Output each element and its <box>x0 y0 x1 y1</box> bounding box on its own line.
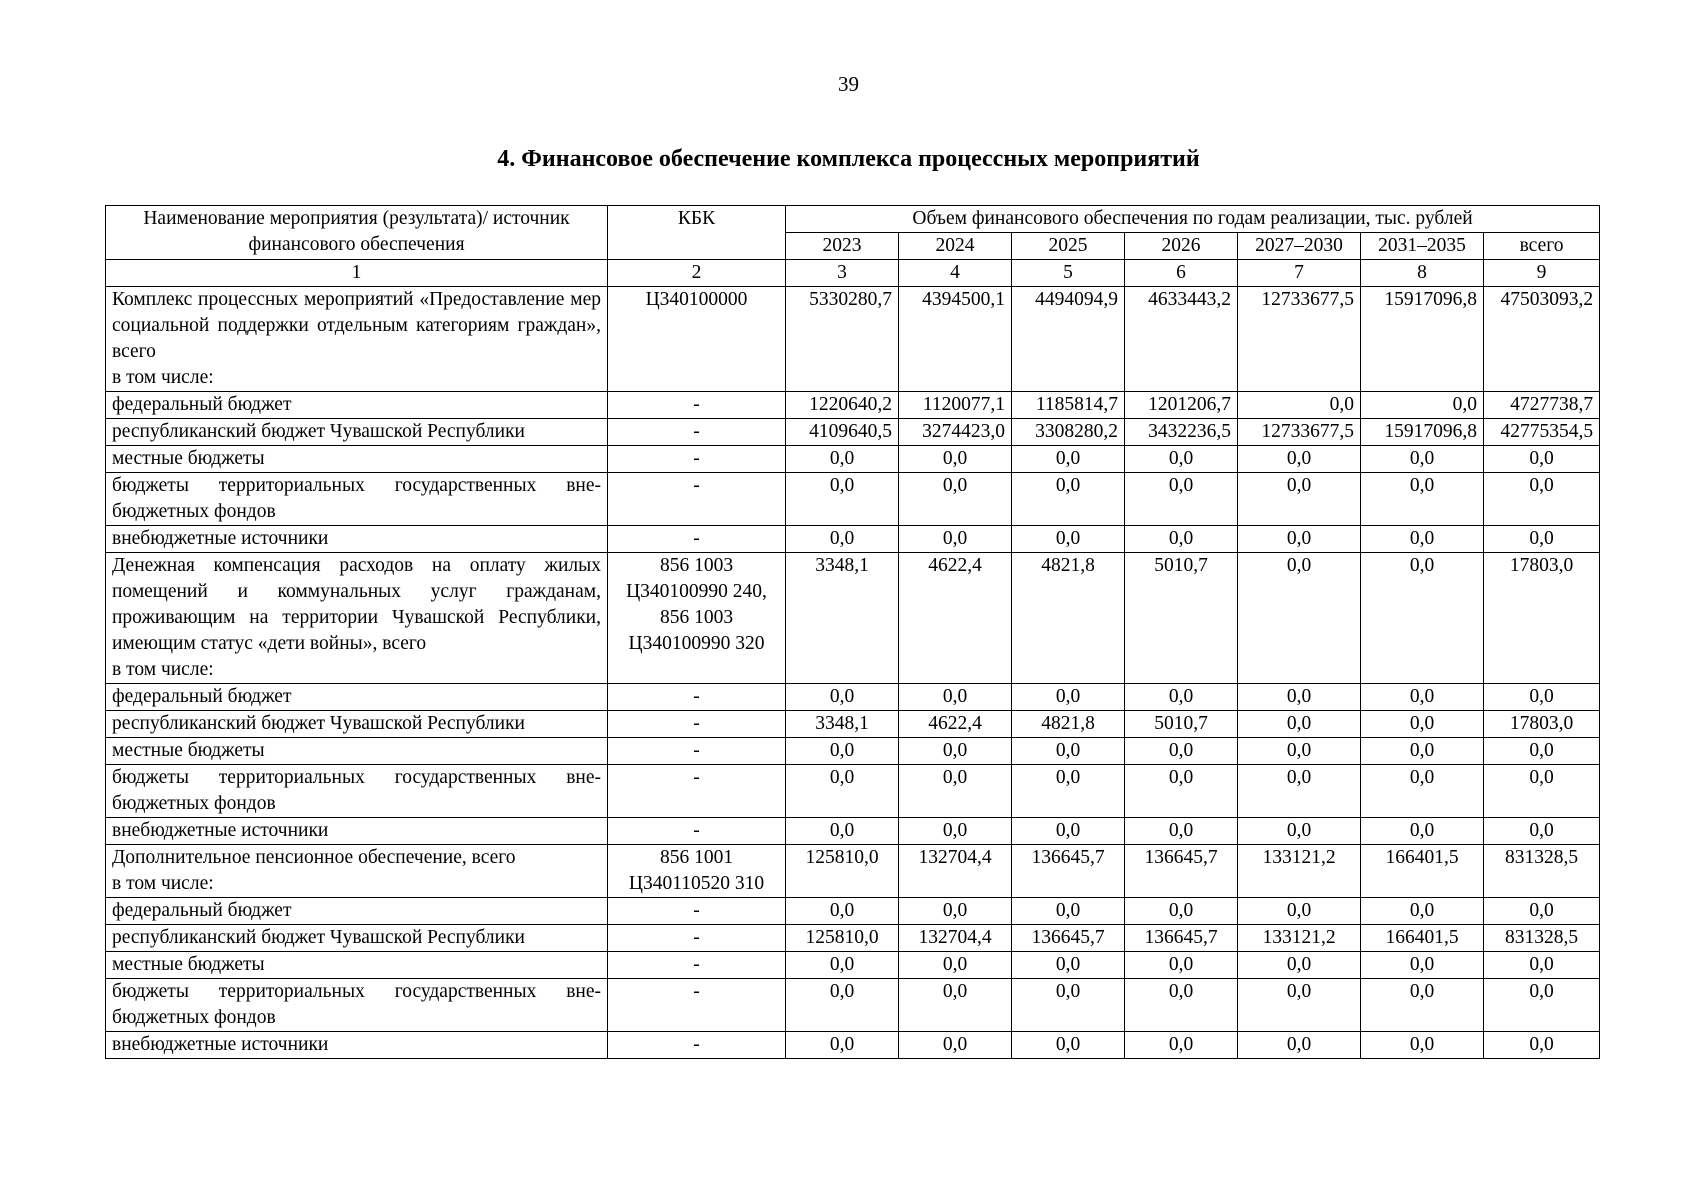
value-cell: 0,0 <box>1238 553 1361 684</box>
value-cell: 12733677,5 <box>1238 287 1361 392</box>
kbk-cell: - <box>608 684 786 711</box>
header-column-number: 5 <box>1012 260 1125 287</box>
value-cell: 0,0 <box>899 526 1012 553</box>
value-cell: 0,0 <box>1238 898 1361 925</box>
value-cell: 831328,5 <box>1484 845 1600 898</box>
header-year: 2024 <box>899 233 1012 260</box>
value-cell: 4633443,2 <box>1125 287 1238 392</box>
activity-name-cell <box>106 845 608 898</box>
including-label: в том числе: <box>112 367 214 388</box>
table-row <box>106 526 1600 553</box>
funding-source: бюджеты территориальных государственных внебюджетных фондов <box>106 473 608 526</box>
value-cell: 0,0 <box>1361 526 1484 553</box>
activity-name: Дополнительное пенсионное обеспечение, всего <box>112 847 516 868</box>
table-row <box>106 473 1600 526</box>
table-row <box>106 446 1600 473</box>
header-year: 2023 <box>786 233 899 260</box>
kbk-cell: - <box>608 526 786 553</box>
value-cell: 12733677,5 <box>1238 419 1361 446</box>
value-cell: 0,0 <box>1238 952 1361 979</box>
kbk-cell: - <box>608 711 786 738</box>
value-cell: 0,0 <box>1238 684 1361 711</box>
value-cell: 0,0 <box>1238 711 1361 738</box>
value-cell: 136645,7 <box>1012 845 1125 898</box>
value-cell: 5010,7 <box>1125 711 1238 738</box>
value-cell: 0,0 <box>1238 473 1361 526</box>
value-cell: 0,0 <box>1238 765 1361 818</box>
value-cell: 0,0 <box>1238 1032 1361 1059</box>
value-cell: 0,0 <box>1125 818 1238 845</box>
value-cell: 0,0 <box>1012 898 1125 925</box>
value-cell: 0,0 <box>1361 898 1484 925</box>
value-cell: 133121,2 <box>1238 845 1361 898</box>
header-column-number: 6 <box>1125 260 1238 287</box>
value-cell: 3308280,2 <box>1012 419 1125 446</box>
header-year: всего <box>1484 233 1600 260</box>
header-column-number: 9 <box>1484 260 1600 287</box>
value-cell: 15917096,8 <box>1361 419 1484 446</box>
value-cell: 3274423,0 <box>899 419 1012 446</box>
header-kbk: КБК <box>608 206 786 260</box>
kbk-cell <box>608 553 786 684</box>
value-cell: 0,0 <box>1484 952 1600 979</box>
value-cell: 166401,5 <box>1361 845 1484 898</box>
value-cell: 125810,0 <box>786 845 899 898</box>
kbk-cell: - <box>608 419 786 446</box>
header-year: 2025 <box>1012 233 1125 260</box>
kbk-cell: - <box>608 392 786 419</box>
table-row <box>106 1032 1600 1059</box>
value-cell: 0,0 <box>1238 738 1361 765</box>
value-cell: 0,0 <box>1012 684 1125 711</box>
value-cell: 0,0 <box>1361 446 1484 473</box>
value-cell: 0,0 <box>1012 738 1125 765</box>
value-cell: 1201206,7 <box>1125 392 1238 419</box>
value-cell: 831328,5 <box>1484 925 1600 952</box>
value-cell: 0,0 <box>1361 818 1484 845</box>
header-column-number: 7 <box>1238 260 1361 287</box>
funding-source: местные бюджеты <box>106 738 608 765</box>
value-cell: 0,0 <box>1125 765 1238 818</box>
value-cell: 0,0 <box>786 473 899 526</box>
value-cell: 0,0 <box>1012 765 1125 818</box>
kbk-code: 856 1001 <box>659 847 734 868</box>
funding-source: местные бюджеты <box>106 952 608 979</box>
value-cell: 42775354,5 <box>1484 419 1600 446</box>
kbk-cell: - <box>608 898 786 925</box>
kbk-code: Ц340100990 240, <box>626 581 767 602</box>
value-cell: 4394500,1 <box>899 287 1012 392</box>
value-cell: 0,0 <box>1484 446 1600 473</box>
value-cell: 0,0 <box>1484 979 1600 1032</box>
table-row-group-total <box>106 845 1600 898</box>
value-cell: 15917096,8 <box>1361 287 1484 392</box>
value-cell: 4622,4 <box>899 711 1012 738</box>
kbk-cell: - <box>608 738 786 765</box>
value-cell: 0,0 <box>1238 446 1361 473</box>
kbk-cell: - <box>608 818 786 845</box>
value-cell: 0,0 <box>1125 473 1238 526</box>
funding-source: внебюджетные источники <box>106 1032 608 1059</box>
value-cell: 0,0 <box>899 898 1012 925</box>
value-cell: 4821,8 <box>1012 553 1125 684</box>
activity-name-cell <box>106 287 608 392</box>
value-cell: 1185814,7 <box>1012 392 1125 419</box>
value-cell: 0,0 <box>1484 684 1600 711</box>
value-cell: 4494094,9 <box>1012 287 1125 392</box>
value-cell: 0,0 <box>1484 818 1600 845</box>
kbk-cell: - <box>608 979 786 1032</box>
value-cell: 0,0 <box>1361 738 1484 765</box>
value-cell: 3432236,5 <box>1125 419 1238 446</box>
value-cell: 0,0 <box>786 446 899 473</box>
header-column-number: 1 <box>106 260 608 287</box>
kbk-code: Ц340100000 <box>645 289 748 310</box>
value-cell: 3348,1 <box>786 553 899 684</box>
activity-name: Денежная компенсация расходов на оплату жилых помещений и коммунальных услуг гражданам, проживающим на территории Чувашской Республики, имеющим статус «дети войны», всего <box>112 555 601 654</box>
value-cell: 0,0 <box>899 446 1012 473</box>
funding-source: внебюджетные источники <box>106 818 608 845</box>
header-colnums-row <box>106 260 1600 287</box>
value-cell: 0,0 <box>899 1032 1012 1059</box>
table-row <box>106 738 1600 765</box>
table-row <box>106 818 1600 845</box>
value-cell: 0,0 <box>1012 952 1125 979</box>
value-cell: 0,0 <box>1012 473 1125 526</box>
value-cell: 0,0 <box>1484 898 1600 925</box>
value-cell: 0,0 <box>1361 979 1484 1032</box>
table-row <box>106 925 1600 952</box>
value-cell: 0,0 <box>786 898 899 925</box>
header-year: 2027–2030 <box>1238 233 1361 260</box>
funding-source: бюджеты территориальных государственных внебюджетных фондов <box>106 979 608 1032</box>
value-cell: 0,0 <box>1361 473 1484 526</box>
header-volume: Объем финансового обеспечения по годам реализации, тыс. рублей <box>786 206 1600 233</box>
value-cell: 125810,0 <box>786 925 899 952</box>
value-cell: 0,0 <box>1012 818 1125 845</box>
funding-source: бюджеты территориальных государственных внебюджетных фондов <box>106 765 608 818</box>
page-number: 39 <box>838 72 859 96</box>
value-cell: 0,0 <box>899 818 1012 845</box>
table-row <box>106 711 1600 738</box>
kbk-cell: - <box>608 473 786 526</box>
value-cell: 0,0 <box>1484 473 1600 526</box>
kbk-cell: - <box>608 765 786 818</box>
header-year: 2031–2035 <box>1361 233 1484 260</box>
funding-source: федеральный бюджет <box>106 392 608 419</box>
table-row <box>106 419 1600 446</box>
value-cell: 0,0 <box>1484 1032 1600 1059</box>
including-label: в том числе: <box>112 659 214 680</box>
value-cell: 0,0 <box>1012 446 1125 473</box>
value-cell: 4622,4 <box>899 553 1012 684</box>
value-cell: 166401,5 <box>1361 925 1484 952</box>
value-cell: 4109640,5 <box>786 419 899 446</box>
value-cell: 1120077,1 <box>899 392 1012 419</box>
value-cell: 5010,7 <box>1125 553 1238 684</box>
value-cell: 0,0 <box>899 765 1012 818</box>
value-cell: 0,0 <box>1361 711 1484 738</box>
value-cell: 0,0 <box>786 979 899 1032</box>
header-name: Наименование мероприятия (результата)/ источник финансового обеспечения <box>106 206 608 260</box>
value-cell: 0,0 <box>1361 684 1484 711</box>
financing-table <box>105 205 1600 1059</box>
funding-source: местные бюджеты <box>106 446 608 473</box>
kbk-cell: - <box>608 446 786 473</box>
table-row-group-total <box>106 553 1600 684</box>
value-cell: 0,0 <box>1125 1032 1238 1059</box>
value-cell: 17803,0 <box>1484 553 1600 684</box>
value-cell: 0,0 <box>1361 392 1484 419</box>
table-header <box>106 206 1600 287</box>
kbk-cell <box>608 845 786 898</box>
value-cell: 0,0 <box>1238 392 1361 419</box>
value-cell: 0,0 <box>1125 898 1238 925</box>
kbk-cell <box>608 287 786 392</box>
value-cell: 0,0 <box>1484 526 1600 553</box>
kbk-cell: - <box>608 1032 786 1059</box>
table-row <box>106 684 1600 711</box>
value-cell: 0,0 <box>1012 1032 1125 1059</box>
value-cell: 0,0 <box>1361 553 1484 684</box>
funding-source: республиканский бюджет Чувашской Республики <box>106 711 608 738</box>
section-title: 4. Финансовое обеспечение комплекса процессных мероприятий <box>497 146 1200 172</box>
value-cell: 0,0 <box>1125 952 1238 979</box>
value-cell: 0,0 <box>1012 526 1125 553</box>
value-cell: 0,0 <box>1125 979 1238 1032</box>
funding-source: федеральный бюджет <box>106 684 608 711</box>
value-cell: 0,0 <box>1361 765 1484 818</box>
value-cell: 4727738,7 <box>1484 392 1600 419</box>
table-body <box>106 287 1600 1059</box>
header-column-number: 2 <box>608 260 786 287</box>
value-cell: 0,0 <box>899 738 1012 765</box>
kbk-code: 856 1003 <box>659 555 734 576</box>
value-cell: 0,0 <box>786 1032 899 1059</box>
value-cell: 0,0 <box>1125 684 1238 711</box>
value-cell: 3348,1 <box>786 711 899 738</box>
value-cell: 0,0 <box>786 952 899 979</box>
value-cell: 4821,8 <box>1012 711 1125 738</box>
value-cell: 0,0 <box>899 473 1012 526</box>
value-cell: 17803,0 <box>1484 711 1600 738</box>
header-column-number: 3 <box>786 260 899 287</box>
value-cell: 0,0 <box>1125 446 1238 473</box>
value-cell: 0,0 <box>1361 1032 1484 1059</box>
value-cell: 0,0 <box>786 684 899 711</box>
activity-name-cell <box>106 553 608 684</box>
value-cell: 132704,4 <box>899 925 1012 952</box>
kbk-code: Ц340110520 310 <box>628 873 765 894</box>
value-cell: 47503093,2 <box>1484 287 1600 392</box>
funding-source: республиканский бюджет Чувашской Республики <box>106 419 608 446</box>
value-cell: 136645,7 <box>1012 925 1125 952</box>
table-row <box>106 392 1600 419</box>
value-cell: 0,0 <box>1484 738 1600 765</box>
header-column-number: 8 <box>1361 260 1484 287</box>
funding-source: федеральный бюджет <box>106 898 608 925</box>
value-cell: 0,0 <box>1238 526 1361 553</box>
table-row <box>106 952 1600 979</box>
table-row <box>106 765 1600 818</box>
table-row <box>106 979 1600 1032</box>
value-cell: 0,0 <box>786 765 899 818</box>
value-cell: 136645,7 <box>1125 925 1238 952</box>
value-cell: 1220640,2 <box>786 392 899 419</box>
value-cell: 0,0 <box>1125 526 1238 553</box>
funding-source: внебюджетные источники <box>106 526 608 553</box>
table-row <box>106 898 1600 925</box>
value-cell: 0,0 <box>1012 979 1125 1032</box>
value-cell: 5330280,7 <box>786 287 899 392</box>
value-cell: 0,0 <box>786 526 899 553</box>
value-cell: 132704,4 <box>899 845 1012 898</box>
value-cell: 0,0 <box>899 684 1012 711</box>
kbk-code: 856 1003 <box>659 607 734 628</box>
activity-name: Комплекс процессных мероприятий «Предоставление мер социальной поддержки отдельным категориям граждан», всего <box>112 289 601 362</box>
value-cell: 0,0 <box>786 738 899 765</box>
kbk-code: Ц340100990 320 <box>628 633 765 654</box>
value-cell: 0,0 <box>1125 738 1238 765</box>
value-cell: 0,0 <box>786 818 899 845</box>
funding-source: республиканский бюджет Чувашской Республики <box>106 925 608 952</box>
table-row-group-total <box>106 287 1600 392</box>
including-label: в том числе: <box>112 873 214 894</box>
value-cell: 0,0 <box>899 952 1012 979</box>
value-cell: 0,0 <box>1238 818 1361 845</box>
kbk-cell: - <box>608 925 786 952</box>
value-cell: 0,0 <box>1484 765 1600 818</box>
header-year: 2026 <box>1125 233 1238 260</box>
value-cell: 136645,7 <box>1125 845 1238 898</box>
header-column-number: 4 <box>899 260 1012 287</box>
kbk-cell: - <box>608 952 786 979</box>
value-cell: 133121,2 <box>1238 925 1361 952</box>
value-cell: 0,0 <box>1238 979 1361 1032</box>
value-cell: 0,0 <box>1361 952 1484 979</box>
value-cell: 0,0 <box>899 979 1012 1032</box>
